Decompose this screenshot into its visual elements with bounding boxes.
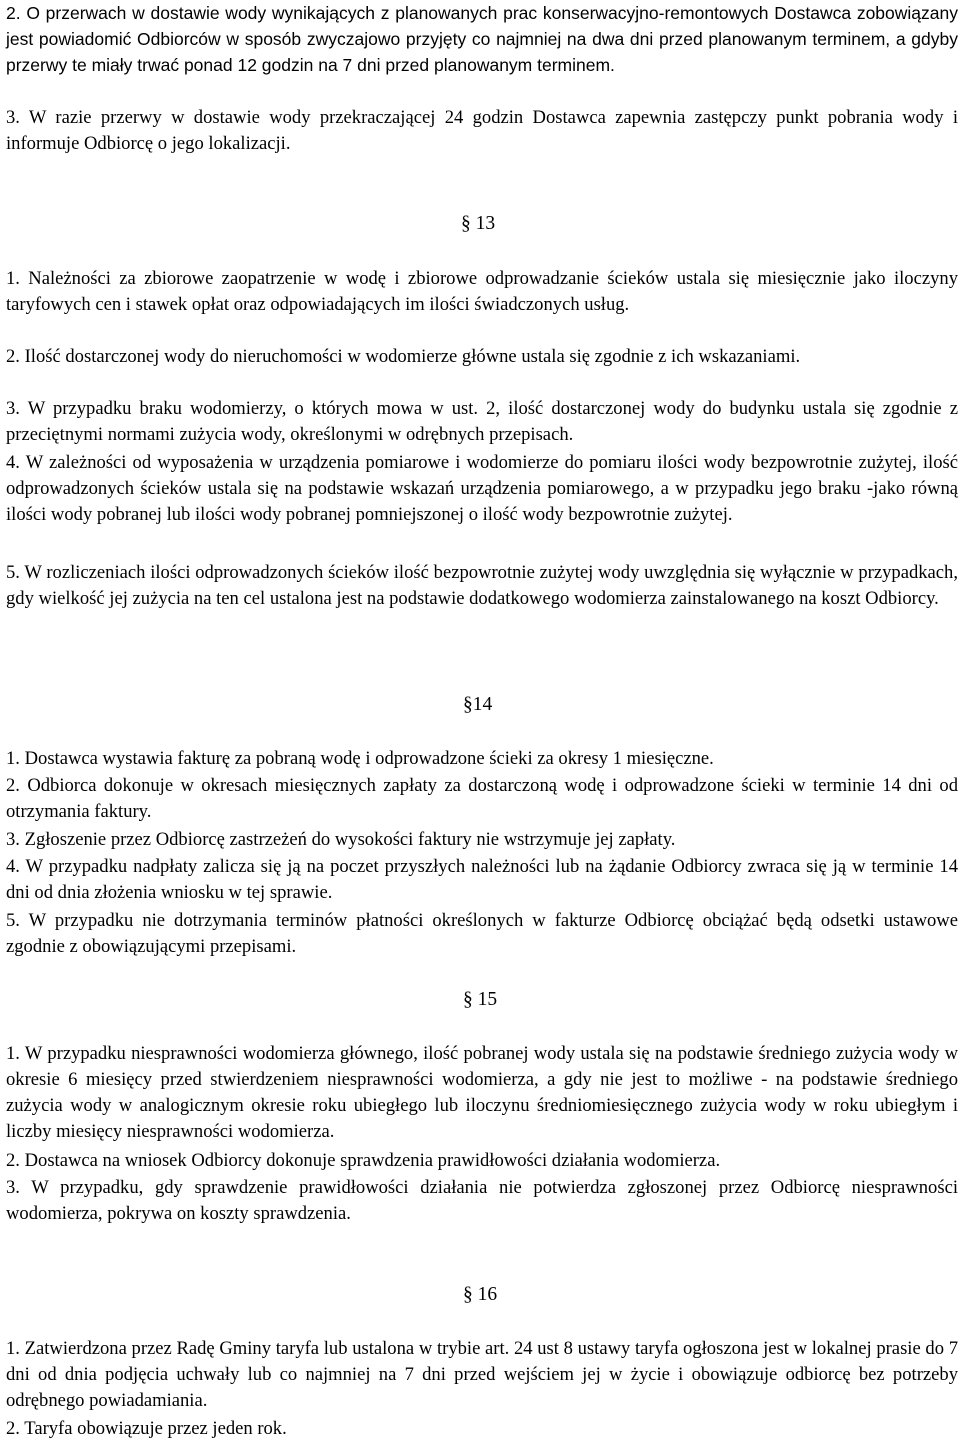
paragraph-14-4: 4. W przypadku nadpłaty zalicza się ją na poczet przyszłych należności lub na żądanie Odbiorcy zwraca się ją w terminie 14 dni od dnia złożenia wniosku w tej sprawie. (6, 856, 958, 903)
paragraph-16-2: 2. Taryfa obowiązuje przez jeden rok. (6, 1418, 287, 1439)
paragraph-12-2: 2. O przerwach w dostawie wody wynikających z planowanych prac konserwacyjno-remontowych Dostawca zobowiązany jest powiadomić Odbiorców w sposób zwyczajowo przyjęty co najmniej na dwa dni przed planowanym terminem, a gdyby przerwy te miały trwać ponad 12 godzin na 7 dni przed planowanym terminem. (6, 3, 958, 75)
paragraph-14-5: 5. W przypadku nie dotrzymania terminów płatności określonych w fakturze Odbiorcę obciążać będą odsetki ustawowe zgodnie z obowiązującymi przepisami. (6, 910, 958, 957)
paragraph-14-3: 3. Zgłoszenie przez Odbiorcę zastrzeżeń do wysokości faktury nie wstrzymuje jej zapłaty. (6, 829, 676, 850)
paragraph-16-1: 1. Zatwierdzona przez Radę Gminy taryfa lub ustalona w trybie art. 24 ust 8 ustawy taryfa ogłoszona jest w lokalnej prasie do 7 dni od dnia podjęcia uchwały lub co najmniej na 7 dni przed wejściem jej w życie i obowiązuje odbiorcę bez potrzeby odrębnego powiadamiania. (6, 1338, 958, 1411)
paragraph-13-3: 3. W przypadku braku wodomierzy, o których mowa w ust. 2, ilość dostarczonej wody do budynku ustala się zgodnie z przeciętnymi normami zużycia wody, określonymi w odrębnych przepisach. (6, 398, 958, 445)
paragraph-13-2: 2. Ilość dostarczonej wody do nieruchomości w wodomierze główne ustala się zgodnie z ich wskazaniami. (6, 346, 801, 367)
section-heading-15: § 15 (463, 989, 498, 1010)
paragraph-13-1: 1. Należności za zbiorowe zaopatrzenie w wodę i zbiorowe odprowadzanie ścieków ustala się miesięcznie jako iloczyny taryfowych cen i stawek opłat oraz odpowiadających im ilości świadczonych usług. (6, 268, 958, 315)
paragraph-15-2: 2. Dostawca na wniosek Odbiorcy dokonuje sprawdzenia prawidłowości działania wodomierza. (6, 1150, 721, 1171)
section-heading-16: § 16 (463, 1284, 498, 1305)
paragraph-15-1: 1. W przypadku niesprawności wodomierza głównego, ilość pobranej wody ustala się na podstawie średniego zużycia wody w okresie 6 miesięcy przed stwierdzeniem niesprawności wodomierza, a gdy nie jest to możliwe - na podstawie średniego zużycia wody w analogicznym okresie roku ubiegłego lub iloczynu średniomiesięcznego zużycia wody w roku ubiegłym i liczby miesięcy niesprawności wodomierza. (6, 1043, 958, 1142)
paragraph-12-3: 3. W razie przerwy w dostawie wody przekraczającej 24 godzin Dostawca zapewnia zastępczy punkt pobrania wody i informuje Odbiorcę o jego lokalizacji. (6, 107, 958, 154)
paragraph-13-4: 4. W zależności od wyposażenia w urządzenia pomiarowe i wodomierze do pomiaru ilości wody bezpowrotnie zużytej, ilość odprowadzonych ścieków ustala się na podstawie wskazań urządzenia pomiarowego, a w przypadku jego braku -jako równą ilości wody pobranej lub ilości wody pobranej pomniejszonej o ilość wody bezpowrotnie zużytej. (6, 452, 958, 525)
paragraph-14-1: 1. Dostawca wystawia fakturę za pobraną wodę i odprowadzone ścieki za okresy 1 miesięczne. (6, 748, 714, 769)
section-heading-14: §14 (463, 694, 493, 715)
paragraph-15-3: 3. W przypadku, gdy sprawdzenie prawidłowości działania nie potwierdza zgłoszonej przez Odbiorcę niesprawności wodomierza, pokrywa on koszty sprawdzenia. (6, 1177, 958, 1224)
paragraph-13-5: 5. W rozliczeniach ilości odprowadzonych ścieków ilość bezpowrotnie zużytej wody uwzględnia się wyłącznie w przypadkach, gdy wielkość jej zużycia na ten cel ustalona jest na podstawie dodatkowego wodomierza zainstalowanego na koszt Odbiorcy. (6, 562, 958, 609)
paragraph-14-2: 2. Odbiorca dokonuje w okresach miesięcznych zapłaty za dostarczoną wodę i odprowadzone ścieki w terminie 14 dni od otrzymania faktury. (6, 775, 958, 822)
section-heading-13: § 13 (461, 213, 496, 234)
